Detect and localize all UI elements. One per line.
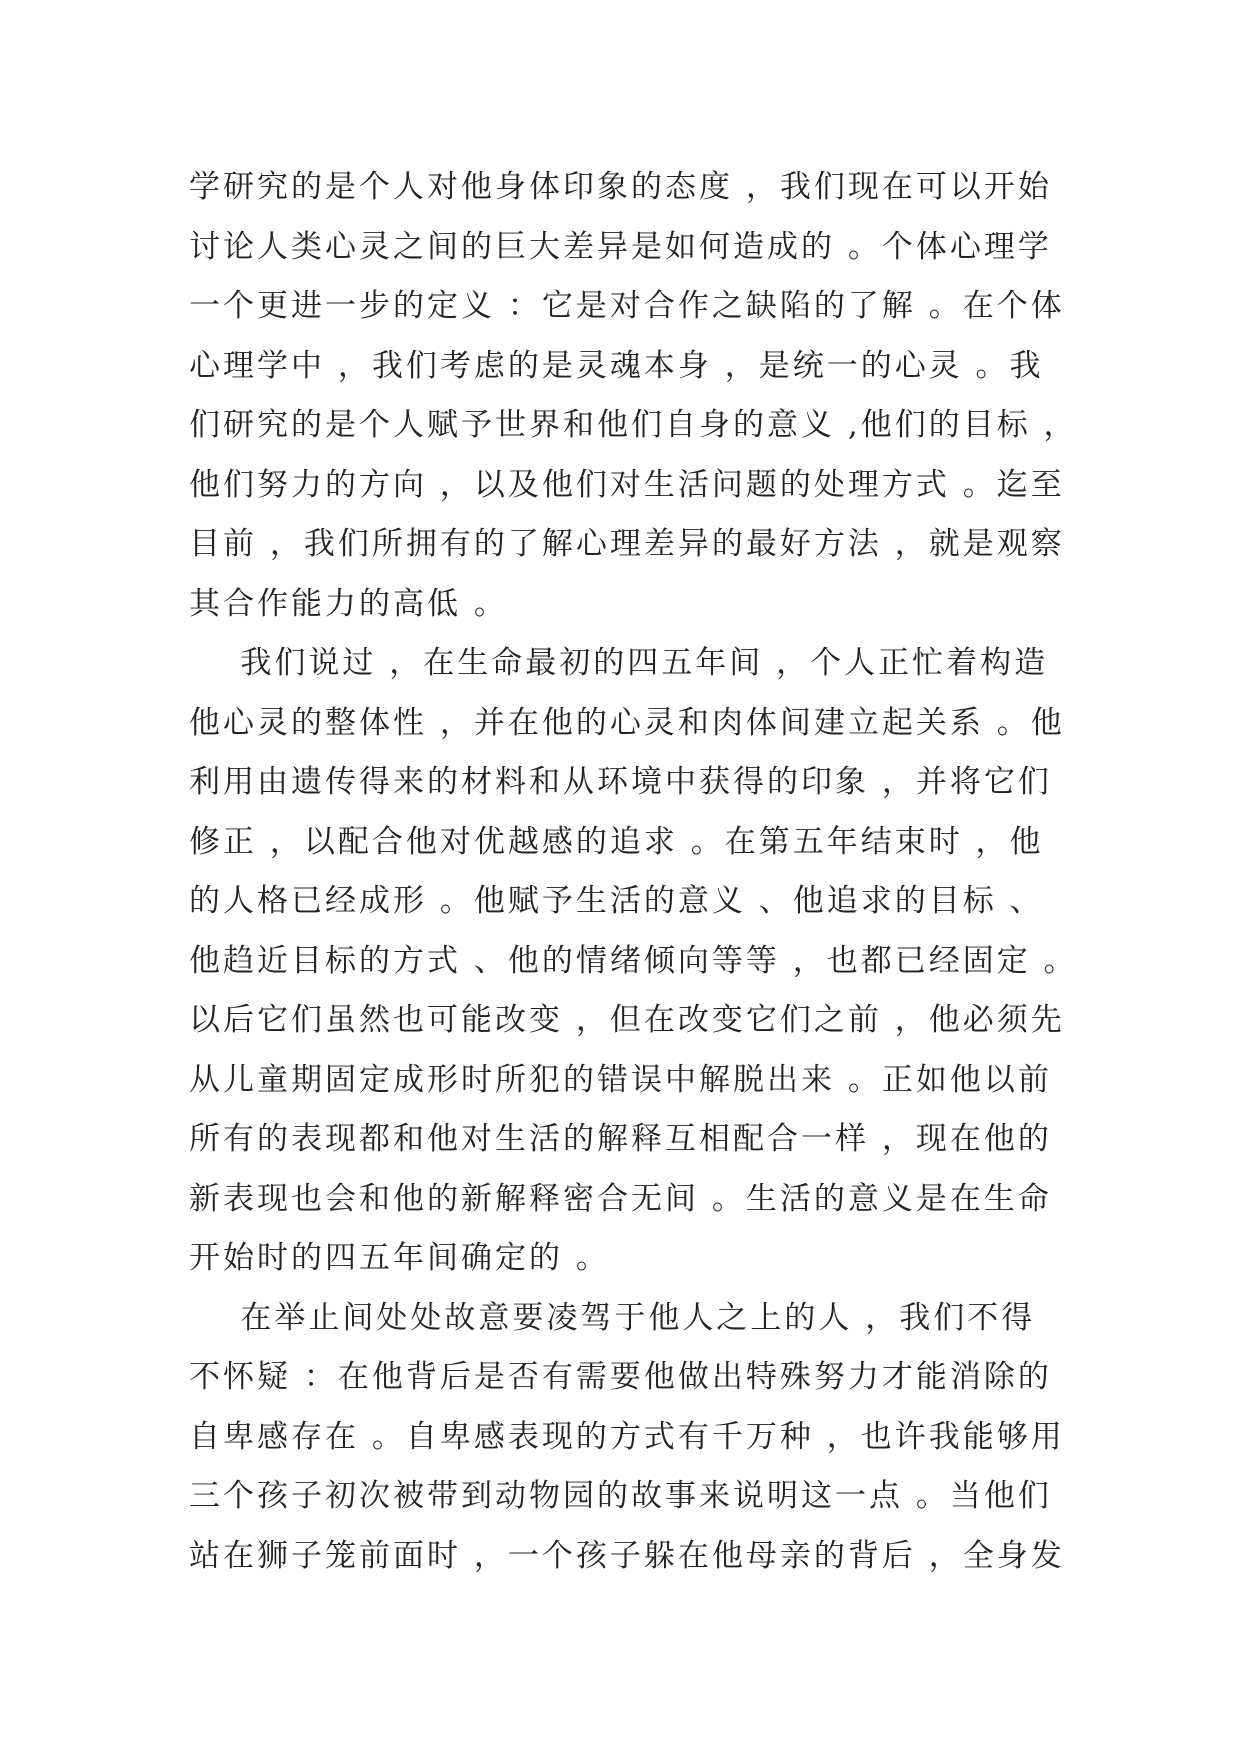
text-line: 他趋近目标的方式 、他的情绪倾向等等 ，也都已经固定 。 [189, 942, 1078, 979]
text-line: 们研究的是个人赋予世界和他们自身的意义 ,他们的目标 ， [189, 407, 1078, 443]
text-line: 学研究的是个人对他身体印象的态度 ，我们现在可以开始 [189, 169, 1052, 205]
text-line: 利用由遗传得来的材料和从环境中获得的印象 ，并将它们 [189, 764, 1052, 800]
text-line: 开始时的四五年间确定的 。 [189, 1240, 610, 1276]
text-line: 讨论人类心灵之间的巨大差异是如何造成的 。个体心理学 [189, 228, 1052, 265]
text-line: 新表现也会和他的新解释密合无间 。生活的意义是在生命 [189, 1180, 1052, 1217]
text-line: 目前 ，我们所拥有的了解心理差异的最好方法 ，就是观察 [189, 526, 1065, 562]
text-line: 以后它们虽然也可能改变 ，但在改变它们之前 ，他必须先 [189, 1002, 1065, 1038]
text-line: 我们说过 ，在生命最初的四五年间 ，个人正忙着构造 [189, 645, 1049, 681]
text-line: 自卑感存在 。自卑感表现的方式有千万种 ，也许我能够用 [189, 1418, 1065, 1455]
text-line: 不怀疑 ：在他背后是否有需要他做出特殊努力才能消除的 [189, 1359, 1052, 1395]
text-line: 三个孩子初次被带到动物园的故事来说明这一点 。当他们 [189, 1478, 1052, 1514]
text-line: 在举止间处处故意要凌驾于他人之上的人 ，我们不得 [189, 1299, 1036, 1336]
text-line: 他心灵的整体性 ，并在他的心灵和肉体间建立起关系 。他 [189, 704, 1065, 741]
body-text [189, 158, 1089, 1586]
text-line: 站在狮子笼前面时 ，一个孩子躲在他母亲的背后 ，全身发 [189, 1537, 1065, 1574]
text-line: 所有的表现都和他对生活的解释互相配合一样 ，现在他的 [189, 1121, 1052, 1157]
text-line: 从儿童期固定成形时所犯的错误中解脱出来 。正如他以前 [189, 1061, 1052, 1098]
text-line: 其合作能力的高低 。 [189, 585, 508, 622]
text-line: 修正 ，以配合他对优越感的追求 。在第五年结束时 ，他 [189, 823, 1044, 860]
text-line: 的人格已经成形 。他赋予生活的意义 、他追求的目标 、 [189, 883, 1044, 919]
text-line: 他们努力的方向 ，以及他们对生活问题的处理方式 。迄至 [189, 466, 1065, 503]
text-line: 心理学中 ，我们考虑的是灵魂本身 ，是统一的心灵 。我 [189, 347, 1044, 384]
text-line: 一个更进一步的定义 ：它是对合作之缺陷的了解 。在个体 [189, 288, 1065, 324]
